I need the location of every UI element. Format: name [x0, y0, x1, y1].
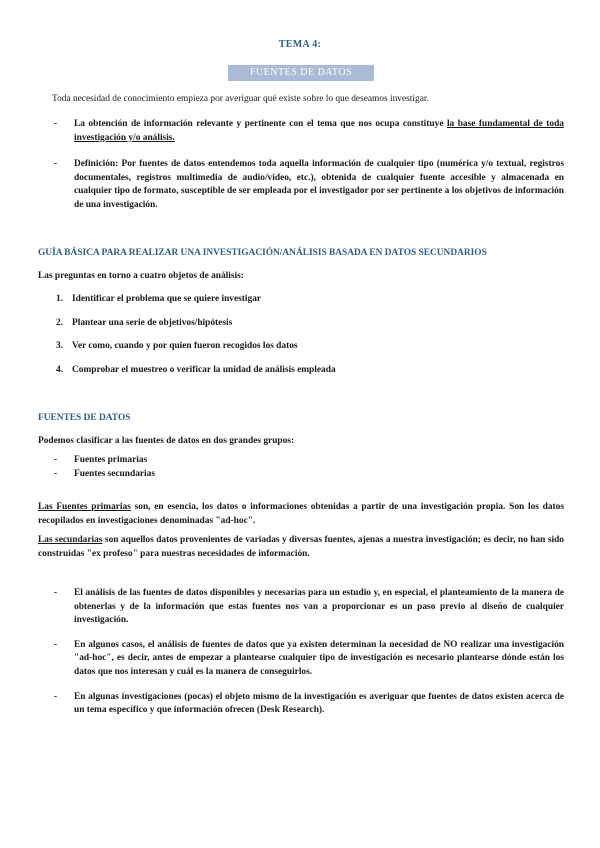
list-item — [38, 317, 564, 331]
list-text: Ver como, cuando y por quien fueron recogidos los datos — [72, 341, 298, 352]
definition-text: La obtención de información relevante y pertinente con el tema que nos ocupa constituye — [74, 119, 447, 129]
sources-lead: Podemos clasificar a las fuentes de datos en dos grandes grupos: — [38, 436, 295, 446]
definition-list — [38, 118, 564, 213]
list-item: - Fuentes secundarias — [38, 468, 564, 482]
guide-lead: Las preguntas en torno a cuatro objetos de análisis: — [38, 271, 244, 281]
secondary-term: Las secundarias — [38, 535, 103, 545]
list-number: 1. — [56, 294, 64, 304]
list-number: 3. — [56, 341, 64, 352]
guide-heading: GUÍA BÁSICA PARA REALIZAR UNA INVESTIGACIÓN/ANÁLISIS BASADA EN DATOS SECUNDARIOS — [38, 248, 487, 258]
definition-emphasis: la base fundamental de toda investigación y/o análisis. — [74, 119, 564, 143]
definition-item: - Definición: Por fuentes de datos entendemos toda aquella información de cualquier tipo (numérica y/o textual, registros documentales, registros multimedia de audio/video, etc.), obtenida de cualquier fuente accesible y almacenada en cualquier tipo de formato, susceptible de ser empleada por el investigador por ser pertinente a los objetivos de información de una investigación. — [38, 158, 564, 212]
list-item: - Fuentes primarias — [38, 454, 564, 468]
list-text: Comprobar el muestreo o verificar la unidad de análisis empleada — [72, 364, 336, 375]
secondary-sources-paragraph — [38, 534, 564, 561]
primary-text: son, en esencia, los datos o informaciones obtenidas a partir de una investigación propia. Son los datos recopilados en investigaciones denominadas "ad-hoc". — [38, 502, 564, 526]
definition-item — [38, 118, 564, 145]
note-item: - El análisis de las fuentes de datos disponibles y necesarias para un estudio y, en especial, el planteamiento de la manera de obtenerlas y de la información que estas fuentes nos van a proporcionar es un paso previo al diseño de cualquier investigación. — [38, 587, 564, 628]
secondary-text: son aquellos datos provenientes de variadas y diversas fuentes, ajenas a nuestra investigación; es decir, no han sido construidas "ex profeso" para nuestras necesidades de información. — [38, 535, 564, 559]
list-text: Plantear una serie de objetivos/hipótesis — [72, 317, 233, 328]
intro-paragraph: Toda necesidad de conocimiento empieza por averiguar qué existe sobre lo que deseamos investigar. — [52, 94, 429, 104]
note-item: - En algunos casos, el análisis de fuentes de datos que ya existen determinan la necesidad de NO realizar una investigación "ad-hoc", es decir, antes de empezar a plantearse cualquier tipo de investigación es necesario plantearse dónde están los datos que nos interesan y cuál es la manera de conseguirlos. — [38, 639, 564, 680]
list-text: Identificar el problema que se quiere investigar — [72, 294, 262, 304]
list-number: 4. — [56, 364, 64, 375]
notes-list — [38, 587, 564, 718]
source-groups — [38, 454, 564, 481]
primary-term: Las Fuentes primarias — [38, 502, 131, 512]
note-item: - En algunas investigaciones (pocas) el objeto mismo de la investigación es averiguar que fuentes de datos existen acerca de un tema específico y que información ofrecen (Desk Research). — [38, 691, 564, 718]
list-item — [38, 364, 564, 378]
sources-heading: FUENTES DE DATOS — [38, 413, 131, 423]
primary-sources-paragraph — [38, 501, 564, 528]
list-number: 2. — [56, 317, 64, 328]
guide-list — [38, 293, 564, 377]
page-title: TEMA 4: — [278, 39, 322, 50]
list-item — [38, 340, 564, 354]
list-item — [38, 293, 564, 307]
section-banner: FUENTES DE DATOS — [228, 65, 374, 81]
